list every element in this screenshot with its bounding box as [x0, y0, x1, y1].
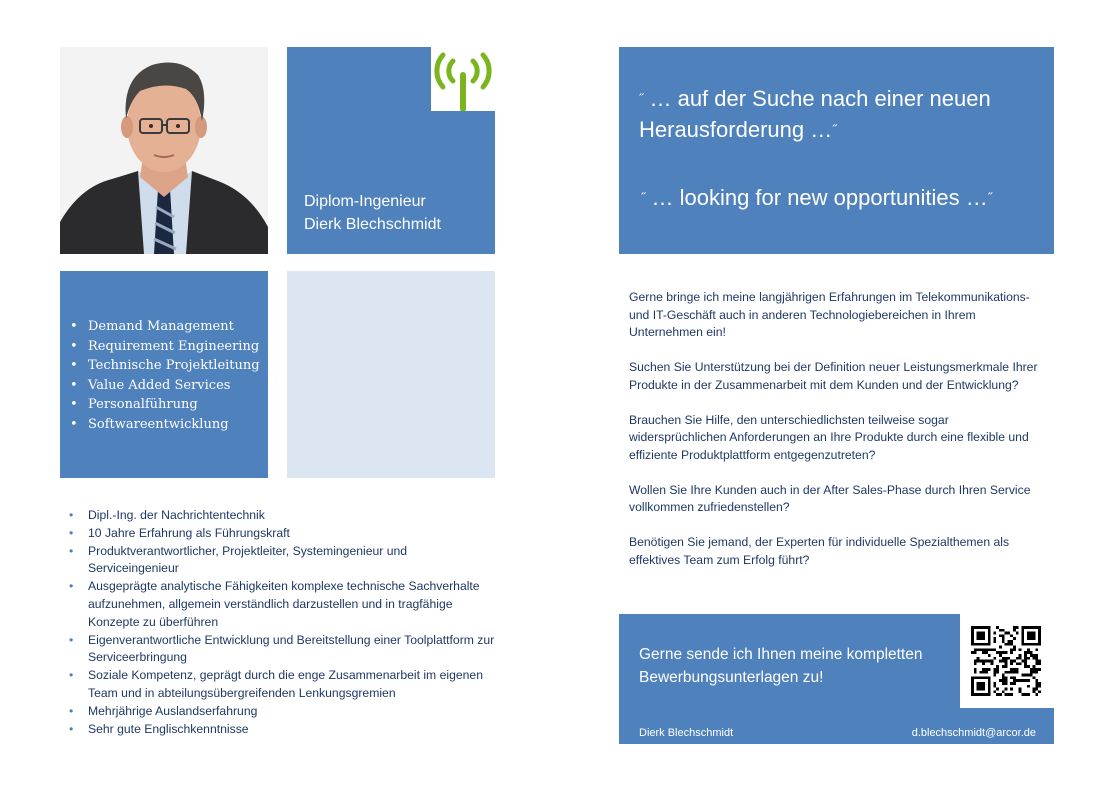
contact-name: Dierk Blechschmidt: [639, 727, 734, 739]
degree-label: Diplom-Ingenieur: [304, 193, 426, 210]
quote-german: ˝ … auf der Suche nach einer neuen Herausforderung …˝: [639, 86, 991, 142]
skill-item: • Value Added Services: [70, 377, 231, 393]
qualifications-list: [68, 507, 498, 738]
qualification-item: • Soziale Kompetenz, geprägt durch die enge Zusammenarbeit im eigenen Team und in abteilungsübergreifenden Lenkungsgremien: [69, 668, 483, 700]
qualification-item: • Sehr gute Englischkenntnisse: [69, 721, 249, 736]
cover-text: [629, 289, 1039, 587]
name-card: [287, 47, 495, 254]
qualification-item: • Produktverantwortlicher, Projektleiter, Systemingenieur und Serviceingenieur: [69, 543, 408, 576]
qualification-item: • 10 Jahre Erfahrung als Führungskraft: [69, 525, 290, 540]
quote-english: ˝ … looking for new opportunities …˝: [641, 185, 993, 210]
contact-email[interactable]: d.blechschmidt@arcor.de: [911, 727, 1036, 739]
antenna-signal-icon: [431, 47, 495, 111]
qualification-item: • Dipl.-Ing. der Nachrichtentechnik: [69, 508, 265, 522]
paragraph: Wollen Sie Ihre Kunden auch in der After Sales-Phase durch Ihren Service vollkommen zufriedenstellen?: [629, 482, 1031, 514]
portrait-photo: [60, 47, 268, 254]
skill-item: • Requirement Engineering: [70, 338, 260, 354]
decorative-panel: [287, 271, 495, 478]
logo-area: [431, 47, 495, 111]
portrait-image: [60, 47, 268, 254]
skill-item: • Personalführung: [70, 397, 198, 412]
name-title: [304, 190, 441, 236]
person-name: Dierk Blechschmidt: [304, 216, 441, 233]
skill-item: • Technische Projektleitung: [70, 358, 260, 373]
skills-card: [60, 271, 268, 478]
paragraph: Benötigen Sie jemand, der Experten für individuelle Spezialthemen als effektives Team zum Erfolg führt?: [629, 535, 1010, 567]
paragraph: Gerne bringe ich meine langjährigen Erfahrungen im Telekommunikations- und IT-Geschäft auch in anderen Technologiebereichen in Ihrem Unternehmen ein!: [629, 290, 1030, 339]
qualification-item: • Mehrjährige Auslandserfahrung: [69, 703, 258, 718]
qualification-item: • Ausgeprägte analytische Fähigkeiten komplexe technische Sachverhalte aufzunehmen, allgemein verständlich darzustellen und in tragfähige Konzepte zu überführen: [69, 579, 480, 629]
skill-item: • Demand Management: [70, 319, 234, 334]
paragraph: Brauchen Sie Hilfe, den unterschiedlichsten teilweise sogar widersprüchlichen Anforderungen an Ihre Produkte durch eine flexible und effiziente Produktplattform entgegenzutreten?: [629, 412, 1029, 462]
contact-card: [619, 614, 1054, 744]
qualification-item: • Eigenverantwortliche Entwicklung und Bereitstellung einer Toolplattform zur Serviceerbringung: [69, 632, 495, 665]
qr-code-icon[interactable]: [971, 626, 1041, 696]
skill-item: • Softwareentwicklung: [70, 416, 229, 432]
contact-message: Gerne sende ich Ihnen meine kompletten Bewerbungsunterlagen zu!: [639, 646, 923, 686]
paragraph: Suchen Sie Unterstützung bei der Definition neuer Leistungsmerkmale Ihrer Produkte in der Zusammenarbeit mit dem Kunden und der Entwicklung?: [629, 360, 1038, 392]
quote-card: [619, 47, 1054, 254]
skills-list: [70, 317, 260, 434]
